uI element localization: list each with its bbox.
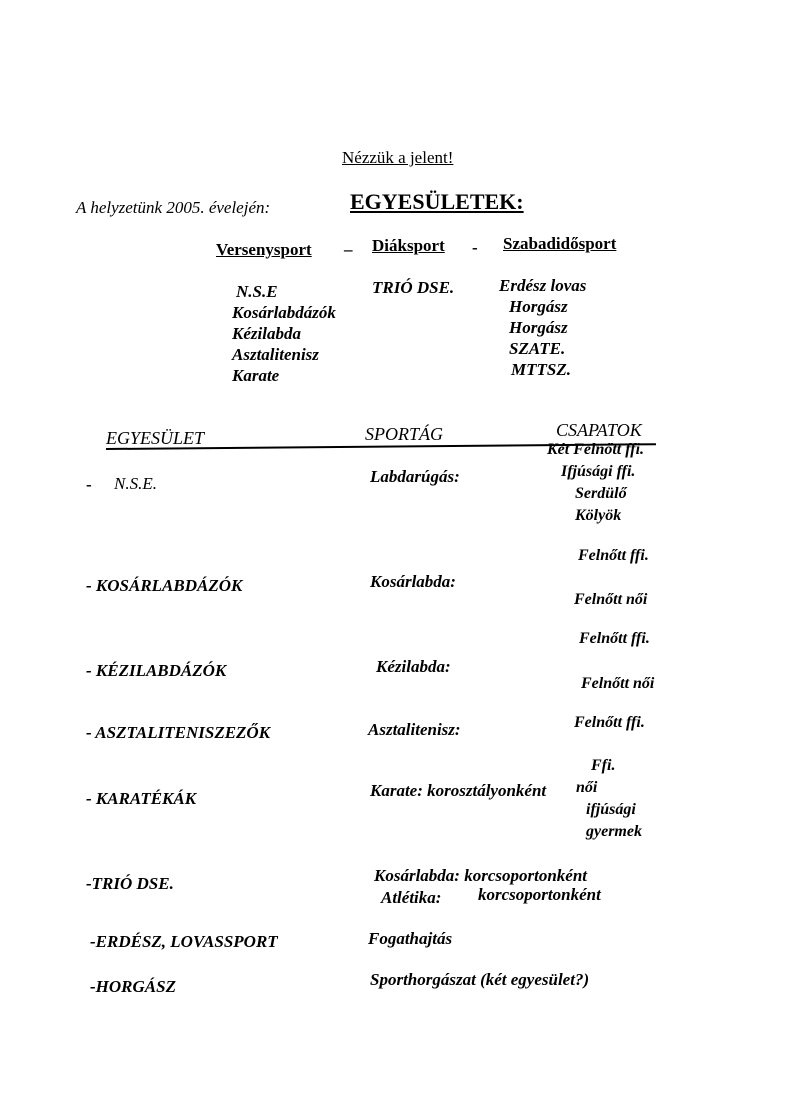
row-dash: - bbox=[86, 475, 92, 494]
team: Ifjúsági ffi. bbox=[561, 463, 636, 480]
team: Ffi. bbox=[591, 757, 616, 774]
category-student: Diáksport bbox=[372, 236, 445, 255]
list-item: Kézilabda bbox=[232, 324, 301, 343]
team: Felnőtt ffi. bbox=[578, 547, 649, 564]
club-name: - KARATÉKÁK bbox=[86, 789, 197, 808]
list-item: SZATE. bbox=[509, 339, 566, 358]
list-item: Asztalitenisz bbox=[232, 345, 319, 364]
category-separator: - bbox=[472, 238, 478, 257]
club-name: N.S.E. bbox=[114, 474, 157, 493]
category-separator: – bbox=[344, 240, 353, 259]
list-item: Horgász bbox=[509, 297, 568, 316]
category-leisure: Szabadidősport bbox=[503, 234, 617, 253]
sport-name: Kosárlabda: korcsoportonként bbox=[374, 866, 587, 885]
sport-name: Kosárlabda: bbox=[370, 572, 456, 591]
club-name: - ASZTALITENISZEZŐK bbox=[86, 723, 271, 742]
table-header-club: EGYESÜLET bbox=[106, 428, 205, 448]
team: női bbox=[576, 779, 598, 796]
table-header-teams: CSAPATOK bbox=[556, 420, 642, 440]
team: Felnőtt női bbox=[581, 675, 655, 692]
team: Felnőtt ffi. bbox=[579, 630, 650, 647]
team: ifjúsági bbox=[586, 801, 636, 818]
list-item: Erdész lovas bbox=[499, 276, 587, 295]
main-title: EGYESÜLETEK: bbox=[350, 189, 524, 214]
list-item: Karate bbox=[232, 366, 280, 385]
sport-name: Sporthorgászat (két egyesület?) bbox=[370, 970, 590, 989]
team: Serdülő bbox=[575, 485, 627, 502]
page-heading: Nézzük a jelent! bbox=[342, 148, 454, 167]
club-name: -ERDÉSZ, LOVASSPORT bbox=[90, 932, 278, 951]
list-item: MTTSZ. bbox=[511, 360, 571, 379]
student-club: TRIÓ DSE. bbox=[372, 278, 455, 297]
category-competitive: Versenysport bbox=[216, 240, 312, 259]
team: Kölyök bbox=[575, 507, 622, 524]
list-item: N.S.E bbox=[236, 282, 278, 301]
list-item: Horgász bbox=[509, 318, 568, 337]
club-name: -TRIÓ DSE. bbox=[86, 874, 174, 893]
club-name: -HORGÁSZ bbox=[90, 977, 176, 996]
team: gyermek bbox=[586, 823, 642, 840]
sport-name: Labdarúgás: bbox=[370, 467, 460, 486]
status-line: A helyzetünk 2005. évelején: bbox=[76, 198, 271, 217]
sport-name-secondary: Atlétika: bbox=[381, 888, 442, 907]
table-header-sport: SPORTÁG bbox=[365, 424, 443, 444]
list-item: Kosárlabdázók bbox=[232, 303, 336, 322]
team: Felnőtt ffi. bbox=[574, 714, 645, 731]
team: Felnőtt női bbox=[574, 591, 648, 608]
sport-detail-secondary: korcsoportonként bbox=[478, 885, 601, 904]
club-name: - KOSÁRLABDÁZÓK bbox=[86, 576, 243, 595]
sport-name: Fogathajtás bbox=[368, 929, 453, 948]
sport-name: Karate: korosztályonként bbox=[370, 781, 547, 800]
sport-name: Kézilabda: bbox=[376, 657, 451, 676]
team: Két Felnőtt ffi. bbox=[547, 441, 645, 458]
club-name: - KÉZILABDÁZÓK bbox=[86, 661, 227, 680]
sport-name: Asztalitenisz: bbox=[368, 720, 461, 739]
